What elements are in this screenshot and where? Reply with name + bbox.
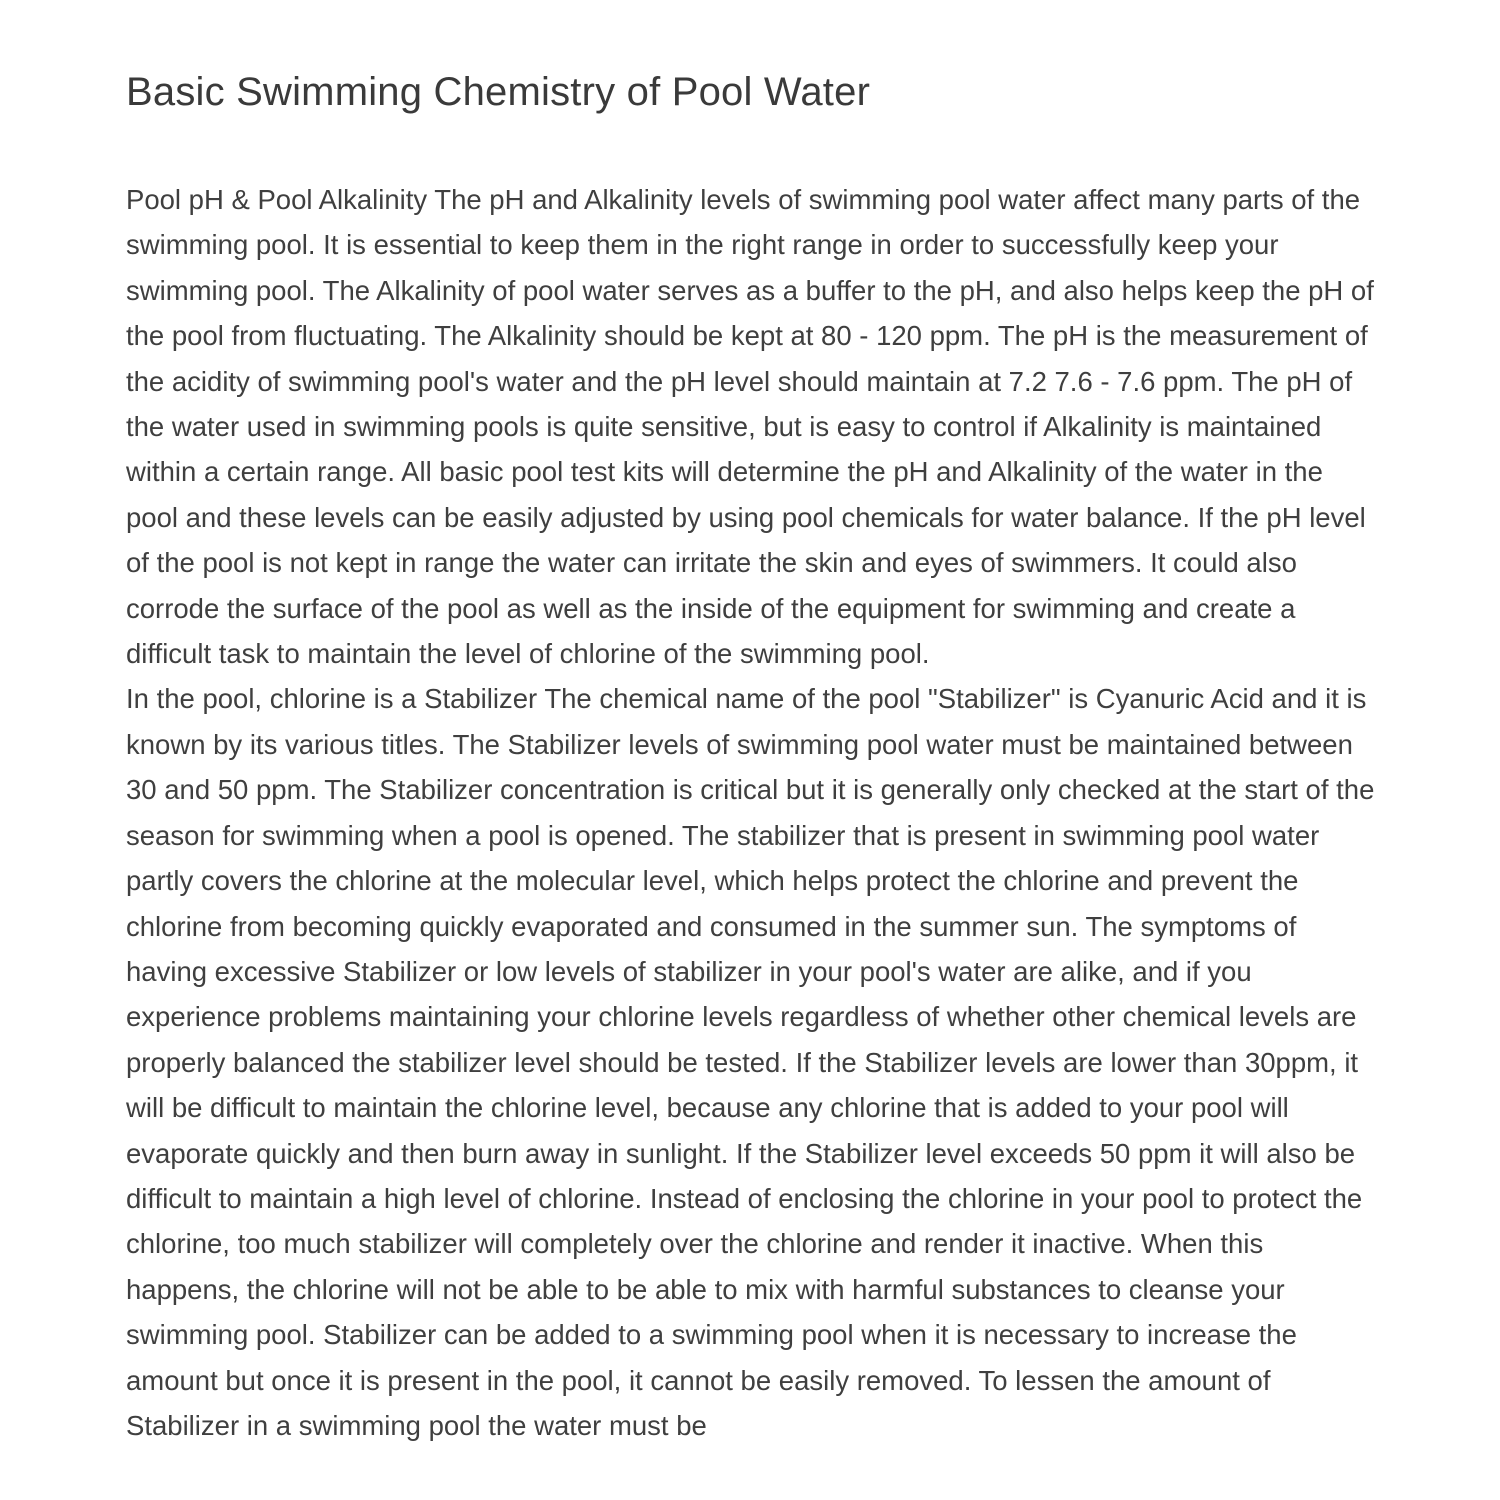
paragraph-pool-ph-alkalinity: Pool pH & Pool Alkalinity The pH and Alkalinity levels of swimming pool water affect many parts of the swimming pool. It is essential to keep them in the right range in order to successfully keep your swimming pool. The Alkalinity of pool water serves as a buffer to the pH, and also helps keep the pH of the pool from fluctuating. The Alkalinity should be kept at 80 - 120 ppm. The pH is the measurement of the acidity of swimming pool's water and the pH level should maintain at 7.2 7.6 - 7.6 ppm. The pH of the water used in swimming pools is quite sensitive, but is easy to control if Alkalinity is maintained within a certain range. All basic pool test kits will determine the pH and Alkalinity of the water in the pool and these levels can be easily adjusted by using pool chemicals for water balance. If the pH level of the pool is not kept in range the water can irritate the skin and eyes of swimmers. It could also corrode the surface of the pool as well as the inside of the equipment for swimming and create a difficult task to maintain the level of chlorine of the swimming pool. (126, 184, 1374, 670)
document-body (126, 177, 1378, 1448)
document-title: Basic Swimming Chemistry of Pool Water (126, 70, 871, 114)
paragraph-chlorine-stabilizer: In the pool, chlorine is a Stabilizer The chemical name of the pool "Stabilizer" is Cyanuric Acid and it is known by its various titles. The Stabilizer levels of swimming pool water must be maintained between 30 and 50 ppm. The Stabilizer concentration is critical but it is generally only checked at the start of the season for swimming when a pool is opened. The stabilizer that is present in swimming pool water partly covers the chlorine at the molecular level, which helps protect the chlorine and prevent the chlorine from becoming quickly evaporated and consumed in the summer sun. The symptoms of having excessive Stabilizer or low levels of stabilizer in your pool's water are alike, and if you experience problems maintaining your chlorine levels regardless of whether other chemical levels are properly balanced the stabilizer level should be tested. If the Stabilizer levels are lower than 30ppm, it will be difficult to maintain the chlorine level, because any chlorine that is added to your pool will evaporate quickly and then burn away in sunlight. If the Stabilizer level exceeds 50 ppm it will also be difficult to maintain a high level of chlorine. Instead of enclosing the chlorine in your pool to protect the chlorine, too much stabilizer will completely over the chlorine and render it inactive. When this happens, the chlorine will not be able to be able to mix with harmful substances to cleanse your swimming pool. Stabilizer can be added to a swimming pool when it is necessary to increase the amount but once it is present in the pool, it cannot be easily removed. To lessen the amount of Stabilizer in a swimming pool the water must be (126, 683, 1375, 1441)
